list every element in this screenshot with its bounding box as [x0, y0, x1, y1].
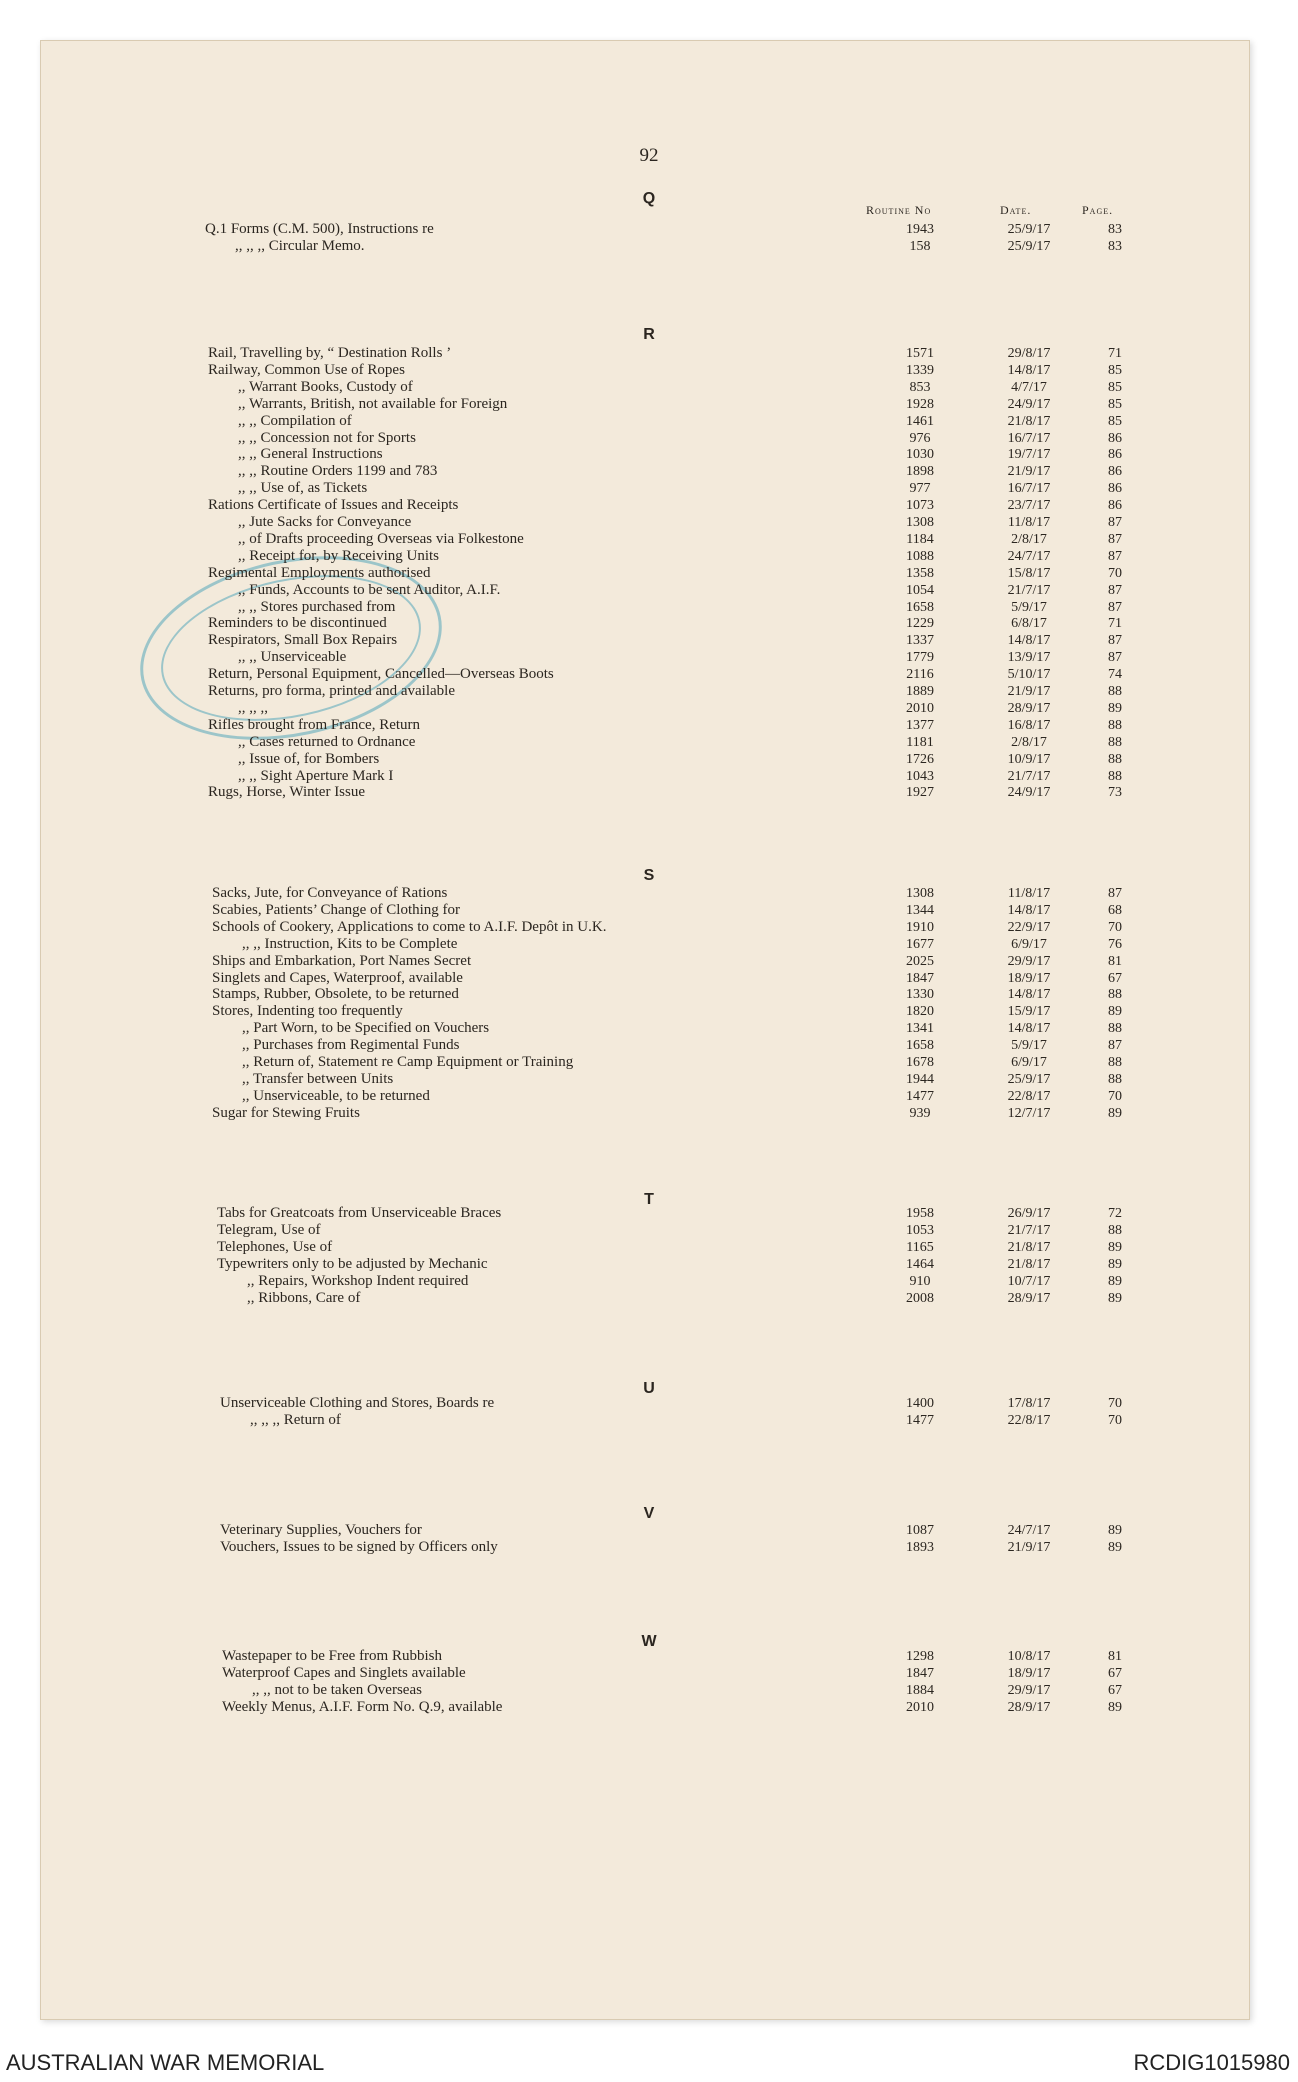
- entry-routine-number: 1944: [906, 1072, 934, 1087]
- entry-page: 71: [1108, 346, 1122, 361]
- index-entry: [0, 396, 1298, 413]
- index-entry: [0, 1222, 1298, 1239]
- entry-date: 11/8/17: [1007, 515, 1051, 530]
- entry-routine-number: 2116: [906, 667, 934, 682]
- section-letter: Q: [642, 190, 656, 207]
- entry-routine-number: 939: [909, 1106, 931, 1121]
- entry-label: Returns, pro forma, printed and available: [208, 683, 456, 699]
- index-entry: [0, 632, 1298, 649]
- entry-date: 29/9/17: [1007, 954, 1051, 969]
- entry-routine-number: 1344: [906, 903, 934, 918]
- index-entry: [0, 446, 1298, 463]
- entry-date: 14/8/17: [1007, 987, 1051, 1002]
- index-entry: [0, 1037, 1298, 1054]
- entry-date: 21/7/17: [1007, 1223, 1051, 1238]
- entry-page: 83: [1108, 239, 1122, 254]
- index-entry: [0, 582, 1298, 599]
- index-entry: [0, 1699, 1298, 1716]
- entry-routine-number: 1726: [906, 752, 934, 767]
- entry-page: 67: [1108, 1666, 1122, 1681]
- entry-routine-number: 1898: [906, 464, 934, 479]
- entry-label: ,, ,, not to be taken Overseas: [252, 1682, 422, 1698]
- entry-date: 21/7/17: [1007, 769, 1051, 784]
- index-entry: [0, 238, 1298, 255]
- entry-page: 89: [1108, 701, 1122, 716]
- entry-date: 22/8/17: [1007, 1413, 1051, 1428]
- entry-page: 88: [1108, 769, 1122, 784]
- entry-routine-number: 1943: [906, 222, 934, 237]
- section-letter: S: [643, 867, 655, 884]
- entry-date: 18/9/17: [1007, 971, 1051, 986]
- entry-date: 19/7/17: [1007, 447, 1051, 462]
- entry-page: 71: [1108, 616, 1122, 631]
- index-entry: [0, 1290, 1298, 1307]
- index-entry: [0, 221, 1298, 238]
- entry-label: Typewriters only to be adjusted by Mechanic: [217, 1256, 488, 1272]
- index-entry: [0, 514, 1298, 531]
- section-letter: W: [641, 1633, 657, 1650]
- index-entry: [0, 1020, 1298, 1037]
- index-entry: [0, 683, 1298, 700]
- entry-label: ,, Ribbons, Care of: [247, 1290, 361, 1306]
- entry-page: 89: [1108, 1257, 1122, 1272]
- entry-date: 24/9/17: [1007, 397, 1051, 412]
- entry-routine-number: 1030: [906, 447, 934, 462]
- entry-page: 88: [1108, 1223, 1122, 1238]
- entry-routine-number: 910: [909, 1274, 931, 1289]
- entry-page: 68: [1108, 903, 1122, 918]
- entry-page: 88: [1108, 1072, 1122, 1087]
- entry-label: Reminders to be discontinued: [208, 615, 387, 631]
- index-entry: [0, 751, 1298, 768]
- entry-page: 70: [1108, 1089, 1122, 1104]
- index-entry: [0, 531, 1298, 548]
- entry-label: ,, Repairs, Workshop Indent required: [247, 1273, 469, 1289]
- entry-date: 21/9/17: [1007, 684, 1051, 699]
- entry-routine-number: 1477: [906, 1413, 934, 1428]
- index-entry: [0, 1003, 1298, 1020]
- index-entry: [0, 1205, 1298, 1222]
- entry-date: 12/7/17: [1007, 1106, 1051, 1121]
- index-entry: [0, 1539, 1298, 1556]
- entry-page: 89: [1108, 1004, 1122, 1019]
- entry-label: ,, Purchases from Regimental Funds: [242, 1037, 460, 1053]
- entry-routine-number: 977: [909, 481, 931, 496]
- entry-date: 24/7/17: [1007, 1523, 1051, 1538]
- section-letter: T: [644, 1191, 654, 1208]
- entry-routine-number: 1054: [906, 583, 934, 598]
- entry-label: Sacks, Jute, for Conveyance of Rations: [212, 885, 448, 901]
- index-entry: [0, 700, 1298, 717]
- entry-date: 16/8/17: [1007, 718, 1051, 733]
- index-entry: [0, 1054, 1298, 1071]
- entry-date: 13/9/17: [1007, 650, 1051, 665]
- entry-page: 88: [1108, 987, 1122, 1002]
- index-entry: [0, 1522, 1298, 1539]
- entry-routine-number: 1927: [906, 785, 934, 800]
- entry-date: 2/8/17: [1011, 735, 1047, 750]
- entry-page: 86: [1108, 481, 1122, 496]
- entry-date: 21/8/17: [1007, 1257, 1051, 1272]
- entry-page: 87: [1108, 600, 1122, 615]
- section-letter: U: [643, 1380, 655, 1397]
- entry-routine-number: 1477: [906, 1089, 934, 1104]
- entry-page: 83: [1108, 222, 1122, 237]
- entry-page: 89: [1108, 1291, 1122, 1306]
- entry-date: 28/9/17: [1007, 701, 1051, 716]
- entry-routine-number: 2010: [906, 1700, 934, 1715]
- entry-label: Return, Personal Equipment, Cancelled—Overseas Boots: [208, 666, 554, 682]
- entry-label: Vouchers, Issues to be signed by Officers only: [220, 1539, 498, 1555]
- page-number: 92: [639, 145, 659, 166]
- entry-routine-number: 1889: [906, 684, 934, 699]
- entry-date: 25/9/17: [1007, 239, 1051, 254]
- entry-routine-number: 1358: [906, 566, 934, 581]
- entry-label: ,, ,, Instruction, Kits to be Complete: [242, 936, 458, 952]
- entry-routine-number: 2025: [906, 954, 934, 969]
- entry-routine-number: 853: [909, 380, 931, 395]
- entry-label: ,, Jute Sacks for Conveyance: [238, 514, 412, 530]
- entry-date: 21/7/17: [1007, 583, 1051, 598]
- entry-page: 70: [1108, 1413, 1122, 1428]
- entry-routine-number: 1339: [906, 363, 934, 378]
- entry-date: 14/8/17: [1007, 903, 1051, 918]
- entry-routine-number: 1658: [906, 1038, 934, 1053]
- entry-routine-number: 1678: [906, 1055, 934, 1070]
- index-entry: [0, 953, 1298, 970]
- index-entry: [0, 649, 1298, 666]
- entry-page: 89: [1108, 1523, 1122, 1538]
- entry-routine-number: 1053: [906, 1223, 934, 1238]
- entry-routine-number: 1658: [906, 600, 934, 615]
- entry-page: 86: [1108, 431, 1122, 446]
- entry-date: 25/9/17: [1007, 222, 1051, 237]
- entry-label: ,, ,, ,,: [238, 700, 268, 716]
- entry-page: 87: [1108, 633, 1122, 648]
- entry-date: 29/8/17: [1007, 346, 1051, 361]
- entry-label: ,, Cases returned to Ordnance: [238, 734, 416, 750]
- entry-routine-number: 2010: [906, 701, 934, 716]
- entry-date: 18/9/17: [1007, 1666, 1051, 1681]
- entry-routine-number: 1088: [906, 549, 934, 564]
- entry-date: 15/9/17: [1007, 1004, 1051, 1019]
- entry-label: Waterproof Capes and Singlets available: [222, 1665, 466, 1681]
- index-entry: [0, 548, 1298, 565]
- index-entry: [0, 480, 1298, 497]
- entry-routine-number: 1073: [906, 498, 934, 513]
- entry-routine-number: 1910: [906, 920, 934, 935]
- index-entry: [0, 717, 1298, 734]
- entry-date: 10/8/17: [1007, 1649, 1051, 1664]
- entry-label: ,, ,, Stores purchased from: [238, 599, 396, 615]
- entry-label: Respirators, Small Box Repairs: [208, 632, 398, 648]
- entry-date: 22/9/17: [1007, 920, 1051, 935]
- entry-label: Q.1 Forms (C.M. 500), Instructions re: [205, 221, 434, 237]
- entry-label: ,, Unserviceable, to be returned: [242, 1088, 430, 1104]
- column-header-routine: Routine No: [866, 203, 932, 217]
- entry-date: 28/9/17: [1007, 1700, 1051, 1715]
- entry-date: 2/8/17: [1011, 532, 1047, 547]
- entry-date: 6/8/17: [1011, 616, 1047, 631]
- index-entry: [0, 970, 1298, 987]
- entry-routine-number: 1181: [906, 735, 934, 750]
- entry-date: 28/9/17: [1007, 1291, 1051, 1306]
- entry-page: 85: [1108, 414, 1122, 429]
- index-entry: [0, 1682, 1298, 1699]
- index-entry: [0, 768, 1298, 785]
- index-entry: [0, 1648, 1298, 1665]
- entry-date: 6/9/17: [1011, 1055, 1047, 1070]
- index-entry: [0, 463, 1298, 480]
- entry-date: 23/7/17: [1007, 498, 1051, 513]
- entry-page: 67: [1108, 971, 1122, 986]
- entry-routine-number: 1308: [906, 886, 934, 901]
- index-entry: [0, 345, 1298, 362]
- entry-date: 21/9/17: [1007, 1540, 1051, 1555]
- entry-label: ,, ,, Compilation of: [238, 413, 352, 429]
- entry-label: Telephones, Use of: [217, 1239, 333, 1255]
- entry-page: 88: [1108, 684, 1122, 699]
- entry-label: Rail, Travelling by, “ Destination Rolls ’: [208, 345, 452, 361]
- entry-date: 14/8/17: [1007, 363, 1051, 378]
- entry-routine-number: 1341: [906, 1021, 934, 1036]
- entry-routine-number: 1461: [906, 414, 934, 429]
- entry-page: 76: [1108, 937, 1122, 952]
- column-header-date: Date.: [1000, 203, 1032, 217]
- entry-date: 21/8/17: [1007, 1240, 1051, 1255]
- entry-date: 22/8/17: [1007, 1089, 1051, 1104]
- entry-routine-number: 1377: [906, 718, 934, 733]
- index-entry: [0, 1395, 1298, 1412]
- entry-page: 88: [1108, 735, 1122, 750]
- entry-page: 88: [1108, 718, 1122, 733]
- entry-page: 70: [1108, 1396, 1122, 1411]
- entry-label: Tabs for Greatcoats from Unserviceable Braces: [217, 1205, 502, 1221]
- entry-routine-number: 1958: [906, 1206, 934, 1221]
- entry-routine-number: 1820: [906, 1004, 934, 1019]
- index-entry: [0, 1105, 1298, 1122]
- entry-page: 72: [1108, 1206, 1122, 1221]
- entry-label: Weekly Menus, A.I.F. Form No. Q.9, available: [222, 1699, 503, 1715]
- entry-label: ,, ,, General Instructions: [238, 446, 383, 462]
- entry-routine-number: 1165: [906, 1240, 934, 1255]
- entry-routine-number: 1847: [906, 971, 934, 986]
- index-entry: [0, 1088, 1298, 1105]
- index-entry: [0, 379, 1298, 396]
- index-entry: [0, 936, 1298, 953]
- entry-date: 5/9/17: [1011, 1038, 1047, 1053]
- entry-page: 89: [1108, 1540, 1122, 1555]
- entry-label: ,, of Drafts proceeding Overseas via Folkestone: [238, 531, 524, 547]
- entry-routine-number: 1400: [906, 1396, 934, 1411]
- entry-label: Singlets and Capes, Waterproof, available: [212, 970, 463, 986]
- index-entry: [0, 885, 1298, 902]
- entry-page: 88: [1108, 1021, 1122, 1036]
- entry-label: Ships and Embarkation, Port Names Secret: [212, 953, 472, 969]
- entry-date: 21/9/17: [1007, 464, 1051, 479]
- entry-date: 24/9/17: [1007, 785, 1051, 800]
- entry-page: 87: [1108, 532, 1122, 547]
- entry-label: ,, ,, Use of, as Tickets: [238, 480, 368, 496]
- entry-label: ,, Receipt for, by Receiving Units: [238, 548, 440, 564]
- entry-label: Schools of Cookery, Applications to come to A.I.F. Depôt in U.K.: [212, 919, 607, 935]
- entry-page: 81: [1108, 1649, 1122, 1664]
- entry-label: ,, Funds, Accounts to be sent Auditor, A.I.F.: [238, 582, 501, 598]
- index-entry: [0, 413, 1298, 430]
- index-entry: [0, 1665, 1298, 1682]
- entry-routine-number: 976: [909, 431, 931, 446]
- entry-page: 86: [1108, 447, 1122, 462]
- entry-date: 16/7/17: [1007, 481, 1051, 496]
- entry-label: Unserviceable Clothing and Stores, Boards re: [220, 1395, 495, 1411]
- index-entry: [0, 565, 1298, 582]
- section-letter: R: [643, 326, 655, 343]
- entry-date: 21/8/17: [1007, 414, 1051, 429]
- entry-routine-number: 2008: [906, 1291, 934, 1306]
- index-entry: [0, 734, 1298, 751]
- entry-label: Wastepaper to be Free from Rubbish: [222, 1648, 442, 1664]
- index-entry: [0, 902, 1298, 919]
- entry-date: 6/9/17: [1011, 937, 1047, 952]
- entry-page: 87: [1108, 1038, 1122, 1053]
- entry-date: 26/9/17: [1007, 1206, 1051, 1221]
- entry-label: Stores, Indenting too frequently: [212, 1003, 403, 1019]
- index-entry: [0, 1273, 1298, 1290]
- entry-routine-number: 1330: [906, 987, 934, 1002]
- entry-label: Stamps, Rubber, Obsolete, to be returned: [212, 986, 459, 1002]
- entry-date: 14/8/17: [1007, 1021, 1051, 1036]
- entry-date: 24/7/17: [1007, 549, 1051, 564]
- entry-label: Veterinary Supplies, Vouchers for: [220, 1522, 422, 1538]
- entry-date: 29/9/17: [1007, 1683, 1051, 1698]
- entry-page: 70: [1108, 920, 1122, 935]
- entry-routine-number: 158: [909, 239, 931, 254]
- column-header-page: Page.: [1082, 203, 1114, 217]
- entry-routine-number: 1571: [906, 346, 934, 361]
- index-entry: [0, 666, 1298, 683]
- entry-label: Regimental Employments authorised: [208, 565, 431, 581]
- entry-date: 5/9/17: [1011, 600, 1047, 615]
- index-entry: [0, 599, 1298, 616]
- entry-routine-number: 1677: [906, 937, 934, 952]
- footer-identifier: RCDIG1015980: [1133, 2050, 1290, 2075]
- entry-label: ,, Part Worn, to be Specified on Vouchers: [242, 1020, 490, 1036]
- index-entry: [0, 615, 1298, 632]
- entry-page: 85: [1108, 363, 1122, 378]
- entry-routine-number: 1928: [906, 397, 934, 412]
- entry-page: 86: [1108, 498, 1122, 513]
- entry-page: 81: [1108, 954, 1122, 969]
- entry-page: 87: [1108, 515, 1122, 530]
- entry-page: 89: [1108, 1274, 1122, 1289]
- entry-page: 70: [1108, 566, 1122, 581]
- entry-routine-number: 1043: [906, 769, 934, 784]
- entry-date: 4/7/17: [1011, 380, 1047, 395]
- entry-label: ,, ,, Sight Aperture Mark I: [238, 768, 394, 784]
- entry-page: 85: [1108, 397, 1122, 412]
- entry-page: 67: [1108, 1683, 1122, 1698]
- entry-page: 89: [1108, 1106, 1122, 1121]
- entry-page: 89: [1108, 1240, 1122, 1255]
- entry-routine-number: 1893: [906, 1540, 934, 1555]
- entry-label: ,, Transfer between Units: [242, 1071, 394, 1087]
- entry-page: 87: [1108, 583, 1122, 598]
- entry-date: 17/8/17: [1007, 1396, 1051, 1411]
- entry-date: 16/7/17: [1007, 431, 1051, 446]
- index-entry: [0, 1256, 1298, 1273]
- entry-date: 14/8/17: [1007, 633, 1051, 648]
- entry-date: 15/8/17: [1007, 566, 1051, 581]
- entry-routine-number: 1184: [906, 532, 934, 547]
- entry-label: Scabies, Patients’ Change of Clothing for: [212, 902, 461, 918]
- entry-page: 87: [1108, 886, 1122, 901]
- entry-label: Telegram, Use of: [217, 1222, 321, 1238]
- entry-date: 11/8/17: [1007, 886, 1051, 901]
- footer-institution: AUSTRALIAN WAR MEMORIAL: [6, 2050, 325, 2075]
- footer-bar: [0, 2040, 1298, 2082]
- entry-label: ,, Return of, Statement re Camp Equipment or Training: [242, 1054, 574, 1070]
- index-entry: [0, 919, 1298, 936]
- entry-label: ,, Warrants, British, not available for Foreign: [238, 396, 508, 412]
- entry-page: 88: [1108, 752, 1122, 767]
- entry-routine-number: 1464: [906, 1257, 934, 1272]
- entry-label: ,, ,, Routine Orders 1199 and 783: [238, 463, 438, 479]
- entry-routine-number: 1087: [906, 1523, 934, 1538]
- entry-routine-number: 1779: [906, 650, 934, 665]
- entry-date: 5/10/17: [1007, 667, 1051, 682]
- entry-date: 10/7/17: [1007, 1274, 1051, 1289]
- entry-date: 10/9/17: [1007, 752, 1051, 767]
- section-letter: V: [643, 1505, 655, 1522]
- entry-page: 85: [1108, 380, 1122, 395]
- index-entry: [0, 430, 1298, 447]
- index-entry: [0, 986, 1298, 1003]
- entry-routine-number: 1229: [906, 616, 934, 631]
- entry-label: ,, ,, ,, Return of: [250, 1412, 341, 1428]
- entry-routine-number: 1308: [906, 515, 934, 530]
- index-entry: [0, 1071, 1298, 1088]
- entry-label: Rations Certificate of Issues and Receipts: [208, 497, 459, 513]
- entry-routine-number: 1847: [906, 1666, 934, 1681]
- entry-label: ,, ,, Unserviceable: [238, 649, 347, 665]
- entry-routine-number: 1298: [906, 1649, 934, 1664]
- entry-label: Rifles brought from France, Return: [208, 717, 421, 733]
- entry-label: Railway, Common Use of Ropes: [208, 362, 405, 378]
- index-entry: [0, 1412, 1298, 1429]
- entry-routine-number: 1884: [906, 1683, 934, 1698]
- index-entry: [0, 1239, 1298, 1256]
- entry-label: ,, ,, ,, Circular Memo.: [235, 238, 365, 254]
- entry-date: 25/9/17: [1007, 1072, 1051, 1087]
- entry-page: 73: [1108, 785, 1122, 800]
- entry-page: 74: [1108, 667, 1122, 682]
- entry-page: 86: [1108, 464, 1122, 479]
- entry-label: Rugs, Horse, Winter Issue: [208, 784, 366, 800]
- entry-page: 87: [1108, 549, 1122, 564]
- entry-label: ,, Warrant Books, Custody of: [238, 379, 413, 395]
- entry-page: 89: [1108, 1700, 1122, 1715]
- index-entry: [0, 784, 1298, 801]
- entry-page: 87: [1108, 650, 1122, 665]
- entry-label: Sugar for Stewing Fruits: [212, 1105, 360, 1121]
- entry-page: 88: [1108, 1055, 1122, 1070]
- entry-label: ,, ,, Concession not for Sports: [238, 430, 416, 446]
- index-entry: [0, 497, 1298, 514]
- index-entry: [0, 362, 1298, 379]
- entry-label: ,, Issue of, for Bombers: [238, 751, 380, 767]
- entry-routine-number: 1337: [906, 633, 934, 648]
